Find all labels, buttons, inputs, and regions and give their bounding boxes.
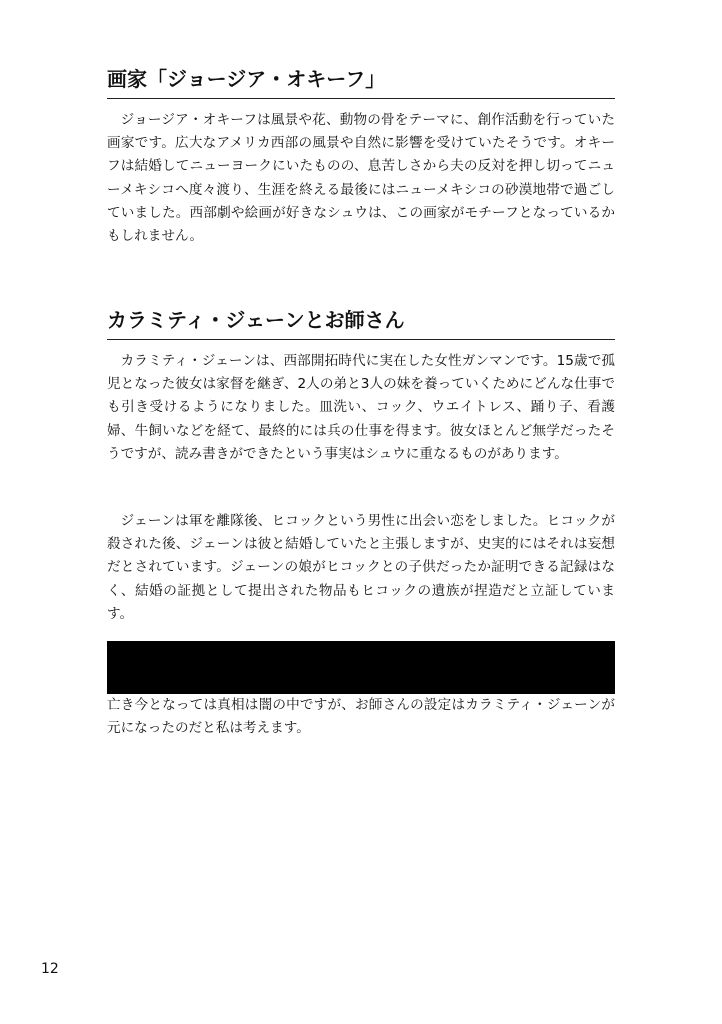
body-paragraph: ジェーンは軍を離隊後、ヒコックという男性に出会い恋をしました。ヒコックが殺された後、ジェーンは彼と結婚していたと主張しますが、史実的にはそれは妄想だとされています。ジェーンの娘がヒコックとの子供だったか証明できる記録はなく、結婚の証拠として提出された物品もヒコックの遺族が捏造だと立証しています。 <box>107 513 615 622</box>
body-paragraph: カラミティ・ジェーンは、西部開拓時代に実在した女性ガンマンです。15歳で孤児となった彼女は家督を継ぎ、2人の弟と3人の妹を養っていくためにどんな仕事でも引き受けるようになりました。皿洗い、コック、ウエイトレス、踊り子、看護婦、牛飼いなどを経て、最終的には兵の仕事を得ます。彼女ほとんど無学だったそうですが、読み書きができたという事実はシュウに重なるものがあります。 <box>107 353 615 462</box>
section-conclusion <box>107 694 615 740</box>
redaction-block <box>107 641 615 694</box>
section-jane-hickok <box>107 510 615 626</box>
section-heading: カラミティ・ジェーンとお師さん <box>107 307 615 340</box>
section-georgia-okeeffe <box>107 66 615 248</box>
section-calamity-jane <box>107 307 615 466</box>
section-heading: 画家「ジョージア・オキーフ」 <box>107 66 615 99</box>
page-number: 12 <box>41 961 59 977</box>
body-paragraph: ジョージア・オキーフは風景や花、動物の骨をテーマに、創作活動を行っていた画家です。広大なアメリカ西部の風景や自然に影響を受けていたそうです。オキーフは結婚してニューヨークにいたものの、息苦しさから夫の反対を押し切ってニューメキシコへ度々渡り、生涯を終える最後にはニューメキシコの砂漠地帯で過ごしていました。西部劇や絵画が好きなシュウは、この画家がモチーフとなっているかもしれません。 <box>107 112 615 245</box>
body-paragraph: 亡き今となっては真相は闇の中ですが、お師さんの設定はカラミティ・ジェーンが元になったのだと私は考えます。 <box>107 697 615 737</box>
